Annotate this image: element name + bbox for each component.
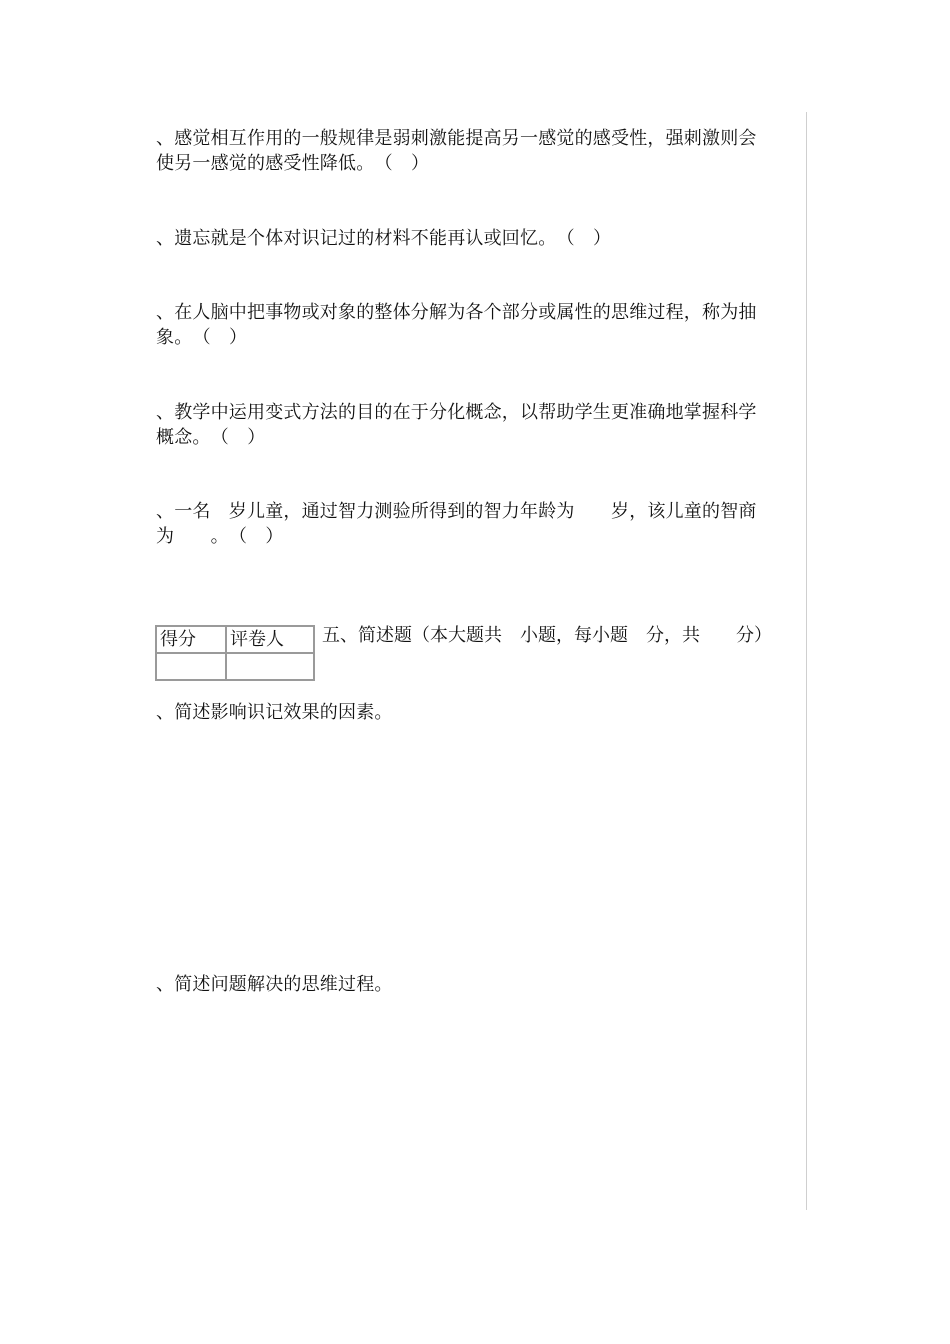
- section-five-title: 五、简述题（本大题共 小题，每小题 分，共 分）: [322, 625, 772, 646]
- short-answer-question-1: [156, 700, 798, 725]
- score-value-cell[interactable]: [156, 653, 226, 680]
- question-1-line-1: 、感觉相互作用的一般规律是弱刺激能提高另一感觉的感受性，强刺激则会: [156, 128, 757, 149]
- true-false-question-5: [156, 499, 798, 549]
- true-false-question-3: [156, 300, 798, 350]
- true-false-question-4: [156, 400, 798, 450]
- score-label-cell: 得分: [156, 626, 226, 653]
- question-1-line-2: 使另一感觉的感受性降低。 （ ）: [156, 153, 430, 174]
- short-answer-question-2: [156, 972, 798, 997]
- true-false-question-2: [156, 226, 798, 251]
- question-3-line-2: 象。 （ ）: [156, 327, 248, 348]
- score-grader-table: [155, 625, 315, 681]
- true-false-question-1: [156, 126, 798, 176]
- grader-value-cell[interactable]: [226, 653, 314, 680]
- question-5-line-1: 、一名 岁儿童，通过智力测验所得到的智力年龄为 岁，该儿童的智商: [156, 501, 757, 522]
- grader-label-cell: 评卷人: [226, 626, 314, 653]
- page-right-border-line: [806, 112, 807, 1210]
- question-2-line-1: 、遗忘就是个体对识记过的材料不能再认或回忆。 （ ）: [156, 228, 612, 249]
- question-3-line-1: 、在人脑中把事物或对象的整体分解为各个部分或属性的思维过程，称为抽: [156, 302, 757, 323]
- question-4-line-1: 、教学中运用变式方法的目的在于分化概念，以帮助学生更准确地掌握科学: [156, 402, 757, 423]
- short-answer-1-text: 、简述影响识记效果的因素。: [156, 702, 393, 723]
- question-4-line-2: 概念。 （ ）: [156, 427, 266, 448]
- question-5-line-2: 为 。 （ ）: [156, 526, 284, 547]
- short-answer-2-text: 、简述问题解决的思维过程。: [156, 974, 393, 995]
